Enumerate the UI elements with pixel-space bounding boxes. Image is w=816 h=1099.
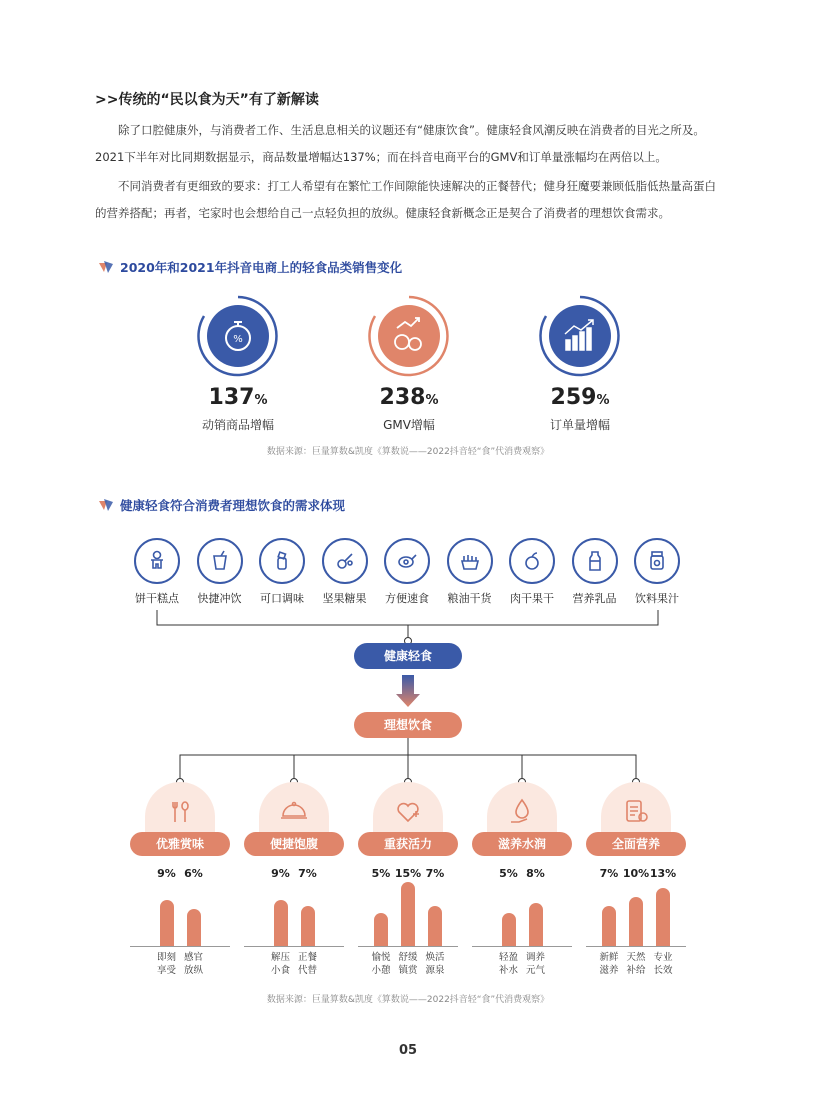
- bar-label-line-1: 即刻: [156, 952, 176, 963]
- bar-label-line-1: 焕活: [425, 952, 445, 963]
- chart-baseline: [586, 946, 686, 947]
- bar: [502, 913, 516, 947]
- section-heading: >>传统的“民以食为天”有了新解读: [95, 92, 319, 108]
- category-label: 坚果糖果: [322, 592, 367, 605]
- water-drop-hand-icon: [507, 796, 537, 826]
- cloche-icon: [279, 796, 309, 826]
- benefit-title: 重获活力: [358, 832, 458, 856]
- ideal-diet-pill: 理想饮食: [354, 712, 462, 738]
- heart-plus-icon: [393, 796, 423, 826]
- section-1-title-text: 2020年和2021年抖音电商上的轻食品类销售变化: [120, 260, 403, 275]
- section-2-title-text: 健康轻食符合消费者理想饮食的需求体现: [120, 498, 346, 513]
- bar-label-line-2: 享受: [156, 965, 176, 976]
- bar-label-line-1: 天然: [626, 952, 646, 963]
- bar-label: [594, 951, 624, 977]
- category-label: 可口调味: [260, 592, 304, 605]
- stat-2-label: GMV增幅: [383, 418, 435, 432]
- bar: [629, 897, 643, 946]
- benefit-title: 优雅赏味: [130, 832, 230, 856]
- healthy-light-meal-pill: 健康轻食: [354, 643, 462, 669]
- data-label: 5%: [371, 867, 391, 880]
- bar-label-line-2: 长效: [653, 965, 673, 976]
- category-label: 快捷冲饮: [197, 592, 242, 605]
- benefit-group-header: [472, 782, 572, 851]
- bar-label-line-2: 代替: [297, 965, 317, 976]
- bar-label: [420, 951, 450, 977]
- bar: [374, 913, 388, 947]
- benefit-group-header: [130, 782, 230, 851]
- stat-3-label: 订单量增幅: [549, 418, 610, 432]
- bar-label-line-2: 小憩: [371, 965, 391, 976]
- svg-text:%: %: [233, 334, 243, 345]
- bar-label-line-2: 放纵: [183, 965, 203, 976]
- source-note-1: 数据来源：巨量算数&凯度《算数说——2022抖音轻“食”代消费观察》: [266, 447, 550, 457]
- bar-label-line-2: 补水: [498, 965, 518, 976]
- stat-2-value: 238%: [379, 385, 439, 410]
- bar-label-line-1: 解压: [270, 952, 290, 963]
- benefit-title: 便捷饱腹: [244, 832, 344, 856]
- bar-label: [621, 951, 651, 977]
- bar-label-line-1: 愉悦: [371, 952, 391, 963]
- arrow-down-icon: [396, 675, 420, 707]
- bar-label: [293, 951, 323, 977]
- chart-baseline: [358, 946, 458, 947]
- bar-label: [152, 951, 182, 977]
- bar-label-line-1: 舒缓: [398, 952, 418, 963]
- bar: [401, 882, 415, 947]
- data-label: 6%: [184, 867, 203, 880]
- bar-label-line-1: 正餐: [297, 952, 317, 963]
- bar: [529, 903, 543, 946]
- category-label: 营养乳品: [572, 592, 617, 605]
- bar-label-line-2: 小食: [270, 965, 290, 976]
- bar-label-line-2: 源泉: [425, 965, 445, 976]
- paragraph-2: 不同消费者有更细致的要求：打工人希望有在繁忙工作间隙能快速解决的正餐替代；健身狂魔要兼顾低脂低热量高蛋白的营养搭配；再者，宅家时也会想给自己一点轻负担的放纵。健康轻食新概念正是契合了消费者的理想饮食需求。: [95, 179, 716, 220]
- fork-spoon-icon: [165, 796, 195, 826]
- bar: [274, 900, 288, 946]
- bar-label-line-2: 补给: [626, 965, 646, 976]
- data-label: 5%: [499, 867, 518, 880]
- benefit-title: 滋养水润: [472, 832, 572, 856]
- bar: [301, 906, 315, 946]
- data-label: 7%: [425, 867, 445, 880]
- data-label: 15%: [394, 867, 422, 880]
- data-label: 8%: [526, 867, 545, 880]
- bar-label-line-1: 调养: [525, 952, 545, 963]
- bar-label: [266, 951, 296, 977]
- bar-label: [648, 951, 678, 977]
- chart-baseline: [130, 946, 230, 947]
- stat-3-value: 259%: [550, 385, 610, 410]
- bar-label-line-2: 滋养: [599, 965, 619, 976]
- benefit-group-header: [244, 782, 344, 851]
- paragraph-1: 除了口腔健康外，与消费者工作、生活息息相关的议题还有“健康饮食”。健康轻食风潮反映在消费者的目光之所及。2021下半年对比同期数据显示，商品数量增幅达137%；而在抖音电商平台的GMV和订单量涨幅均在两倍以上。: [95, 123, 705, 164]
- category-label: 饮料果汁: [635, 592, 679, 605]
- category-label: 肉干果干: [510, 592, 554, 605]
- bar-label: [494, 951, 524, 977]
- chart-baseline: [244, 946, 344, 947]
- source-note-2: 数据来源：巨量算数&凯度《算数说——2022抖音轻“食”代消费观察》: [266, 995, 550, 1005]
- bar: [428, 906, 442, 946]
- benefit-group-header: [586, 782, 686, 851]
- data-label: 10%: [622, 867, 650, 880]
- bar-label-line-1: 新鲜: [599, 952, 619, 963]
- bar-label: [366, 951, 396, 977]
- stat-1-label: 动销商品增幅: [201, 418, 274, 432]
- bar-label-line-2: 镇赏: [398, 965, 418, 976]
- page-number: 05: [398, 1043, 418, 1058]
- data-label: 7%: [599, 867, 619, 880]
- stat-1-value: 137%: [208, 385, 268, 410]
- bar-label: [521, 951, 551, 977]
- bar-label-line-1: 轻盈: [498, 952, 518, 963]
- data-label: 7%: [298, 867, 317, 880]
- clipboard-apple-icon: [621, 796, 651, 826]
- bar-label: [393, 951, 423, 977]
- bar: [160, 900, 174, 946]
- benefit-group-header: [358, 782, 458, 851]
- category-label: 方便速食: [385, 592, 429, 605]
- category-label: 粮油干货: [447, 592, 492, 605]
- data-label: 13%: [649, 867, 677, 880]
- bar-label-line-2: 元气: [525, 965, 545, 976]
- category-label: 饼干糕点: [135, 592, 179, 605]
- data-label: 9%: [157, 867, 176, 880]
- data-label: 9%: [271, 867, 290, 880]
- bar: [656, 888, 670, 946]
- bar: [602, 906, 616, 946]
- bar-label-line-1: 专业: [653, 952, 673, 963]
- bar: [187, 909, 201, 946]
- bar-label-line-1: 感官: [183, 952, 203, 963]
- benefit-title: 全面营养: [586, 832, 686, 856]
- chart-baseline: [472, 946, 572, 947]
- bar-label: [179, 951, 209, 977]
